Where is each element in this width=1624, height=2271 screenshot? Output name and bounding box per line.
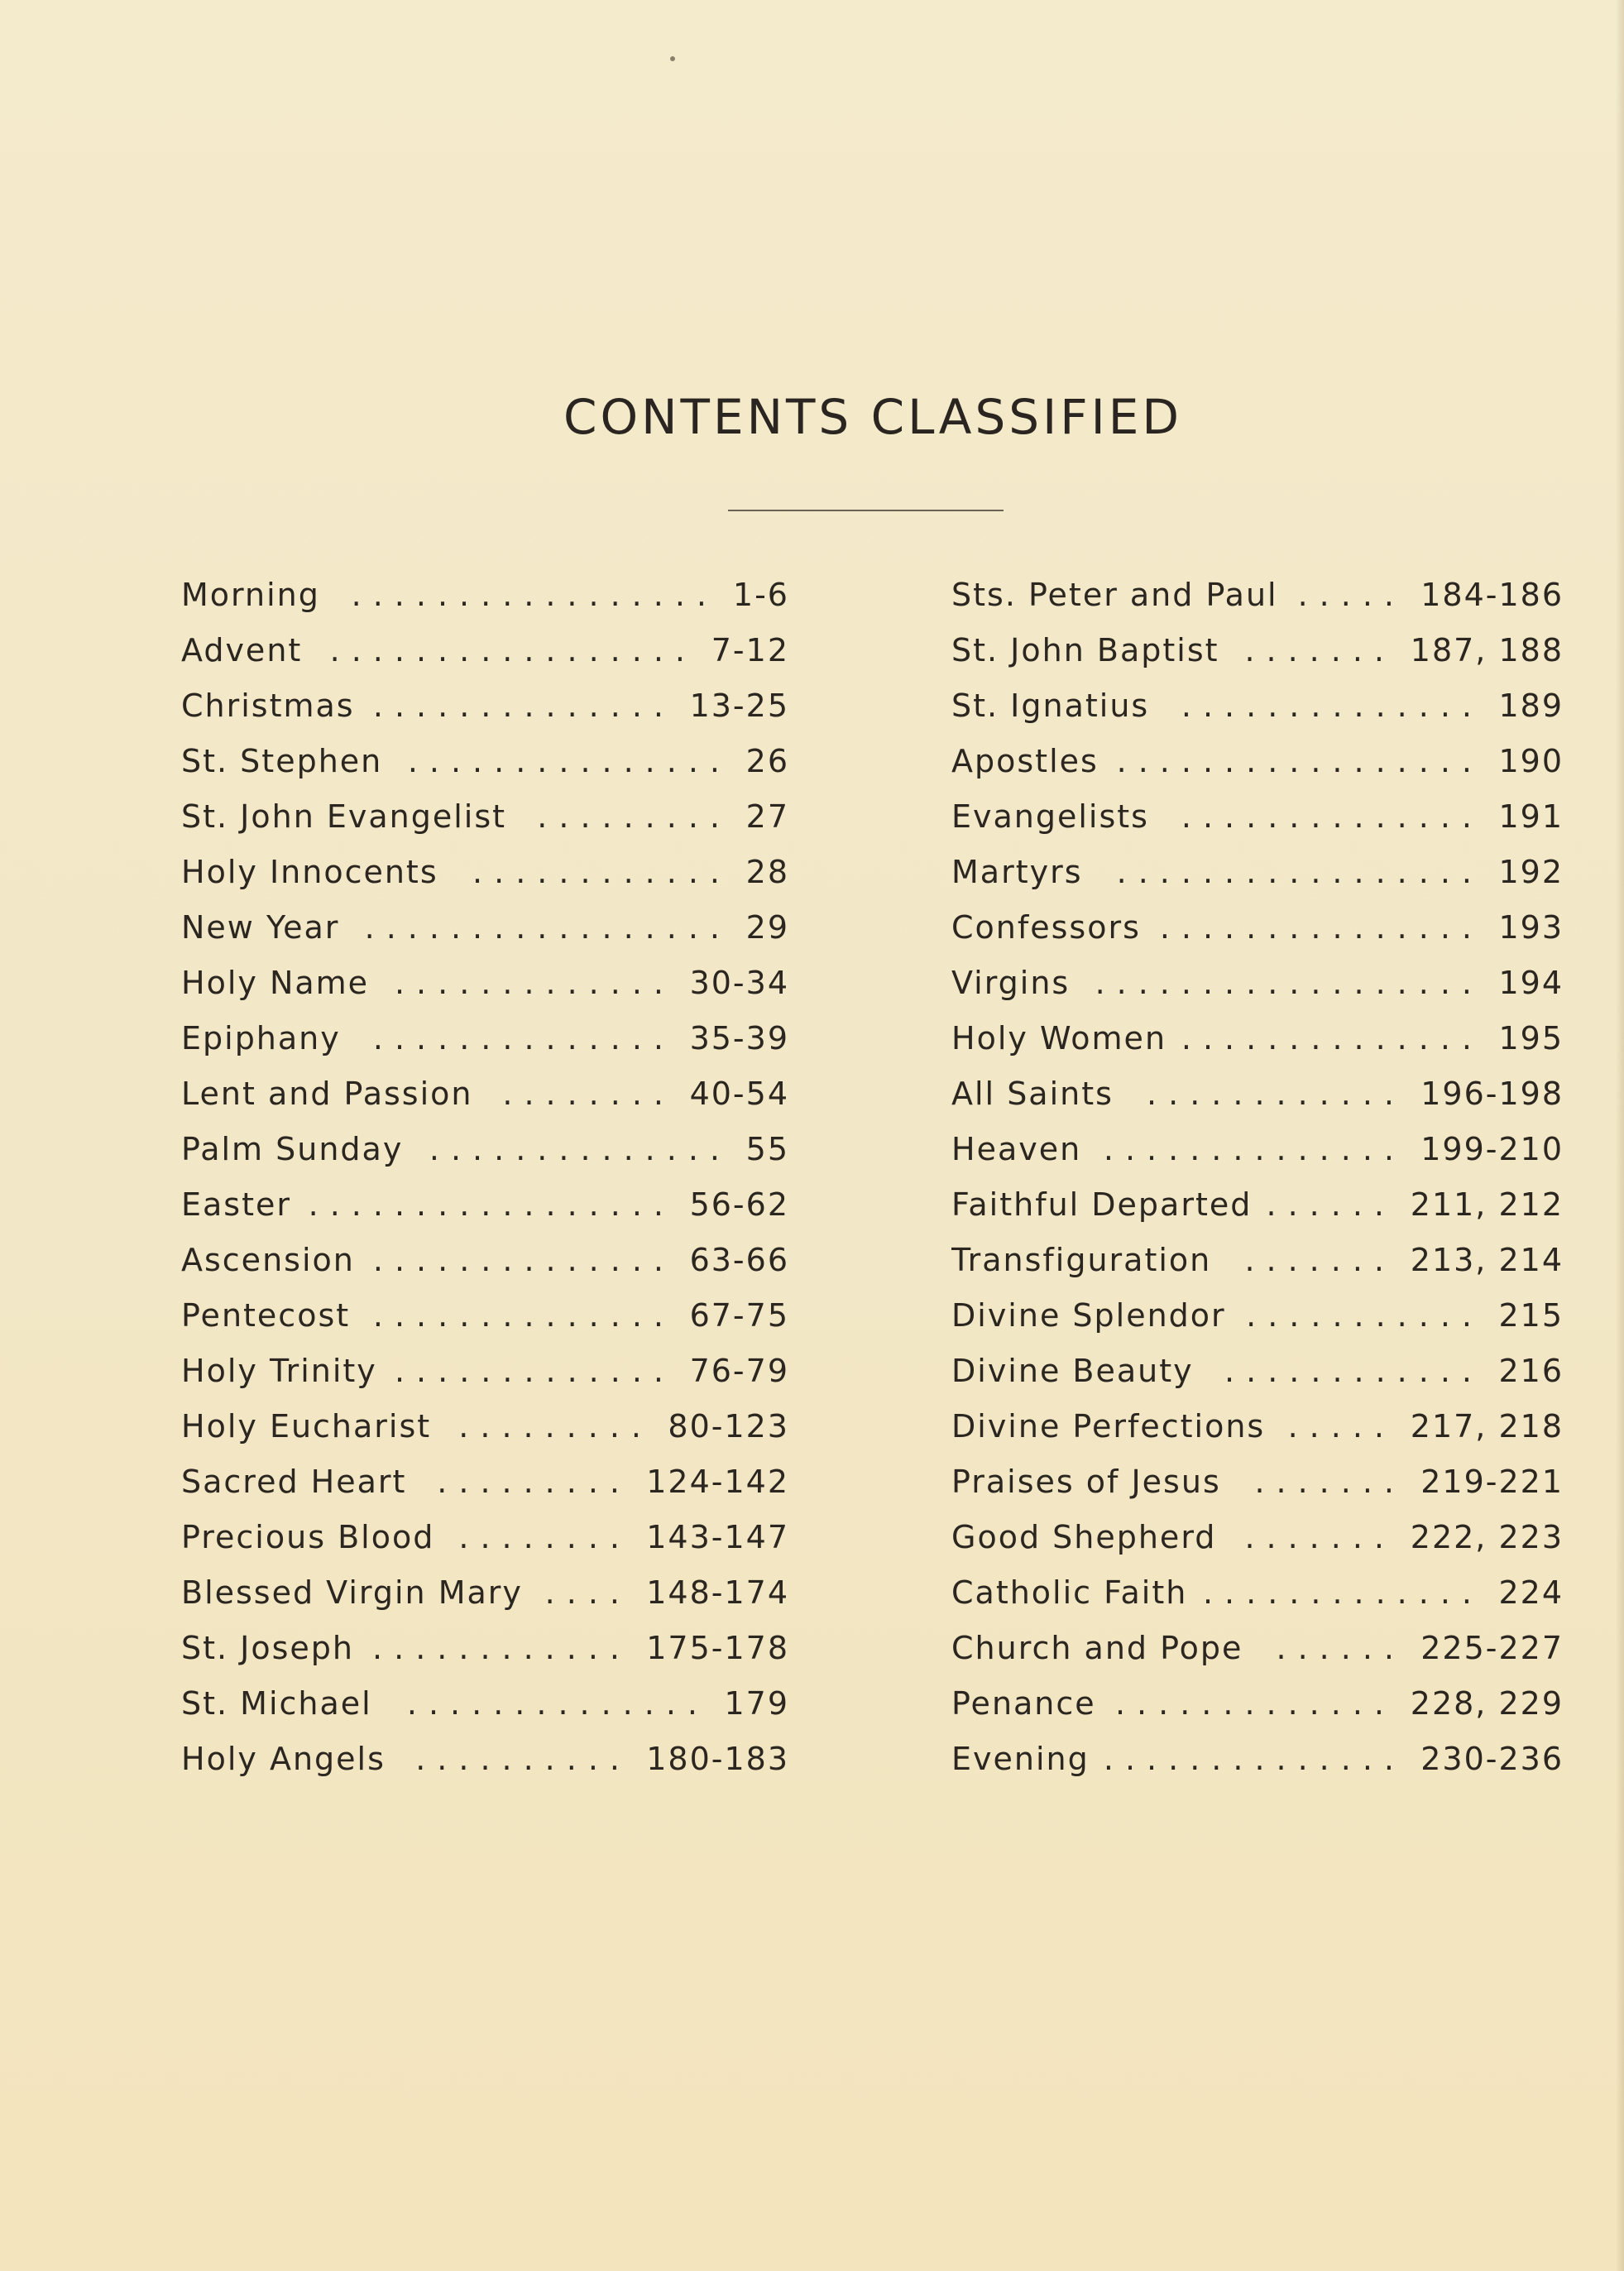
- contents-entry: [181, 1624, 789, 1679]
- dot-leader: ..............: [406, 1685, 709, 1722]
- page-title: CONTENTS CLASSIFIED: [563, 389, 1182, 445]
- entry-page-numbers: 184-186: [1420, 577, 1564, 613]
- contents-entry: [181, 848, 789, 903]
- dot-leader: ..............: [429, 1131, 731, 1167]
- entry-page-numbers: 40-54: [689, 1076, 789, 1112]
- entry-label: New Year: [181, 909, 340, 946]
- dot-leader: .................: [308, 1186, 675, 1223]
- entry-page-numbers: 143-147: [646, 1519, 789, 1555]
- contents-entry: [951, 737, 1564, 793]
- entry-label: Martyrs: [951, 854, 1083, 890]
- dot-leader: ..............: [372, 688, 675, 724]
- dot-leader: ..............: [1181, 688, 1483, 724]
- entry-page-numbers: 194: [1498, 965, 1564, 1001]
- entry-label: St. Ignatius: [951, 688, 1150, 724]
- entry-label: Blessed Virgin Mary: [181, 1574, 523, 1611]
- entry-page-numbers: 35-39: [689, 1020, 789, 1056]
- entry-label: Lent and Passion: [181, 1076, 473, 1112]
- dot-leader: .............: [394, 965, 675, 1001]
- contents-entry: [181, 737, 789, 793]
- dot-leader: .................: [351, 577, 718, 613]
- dot-leader: .................: [1116, 854, 1483, 890]
- entry-page-numbers: 26: [745, 743, 789, 779]
- dot-leader: .....: [1297, 577, 1406, 613]
- entry-label: Catholic Faith: [951, 1574, 1188, 1611]
- entry-label: St. Stephen: [181, 743, 383, 779]
- contents-entry: [181, 682, 789, 737]
- entry-page-numbers: 175-178: [646, 1630, 789, 1666]
- entry-page-numbers: 213, 214: [1410, 1242, 1564, 1278]
- entry-page-numbers: 28: [745, 854, 789, 890]
- entry-label: Divine Splendor: [951, 1297, 1226, 1334]
- entry-label: Sts. Peter and Paul: [951, 577, 1278, 613]
- entry-page-numbers: 7-12: [711, 632, 789, 668]
- entry-label: St. John Baptist: [951, 632, 1219, 668]
- dot-leader: .......: [1244, 632, 1396, 668]
- entry-label: Easter: [181, 1186, 291, 1223]
- contents-entry: [181, 571, 789, 626]
- entry-label: St. Joseph: [181, 1630, 355, 1666]
- dot-leader: .............: [394, 1353, 675, 1389]
- entry-page-numbers: 193: [1498, 909, 1564, 946]
- dot-leader: ............: [1224, 1353, 1483, 1389]
- entry-label: Divine Beauty: [951, 1353, 1194, 1389]
- entry-label: St. John Evangelist: [181, 798, 507, 835]
- dot-leader: ........: [458, 1519, 631, 1555]
- entry-page-numbers: 55: [745, 1131, 789, 1167]
- entry-label: Holy Name: [181, 965, 370, 1001]
- dot-leader: ..............: [1103, 1741, 1406, 1777]
- contents-entry: [951, 848, 1564, 903]
- dot-leader: ..................: [1095, 965, 1483, 1001]
- entry-page-numbers: 13-25: [689, 688, 789, 724]
- entry-label: Palm Sunday: [181, 1131, 404, 1167]
- dot-leader: .....: [1287, 1408, 1396, 1445]
- entry-page-numbers: 148-174: [646, 1574, 789, 1611]
- entry-page-numbers: 76-79: [689, 1353, 789, 1389]
- entry-page-numbers: 30-34: [689, 965, 789, 1001]
- contents-entry: [951, 682, 1564, 737]
- entry-page-numbers: 1-6: [732, 577, 789, 613]
- entry-label: Apostles: [951, 743, 1099, 779]
- entry-label: Praises of Jesus: [951, 1464, 1221, 1500]
- contents-right-column: [951, 571, 1564, 1790]
- entry-label: Evangelists: [951, 798, 1149, 835]
- page-edge-shadow: [1616, 0, 1624, 2271]
- contents-entry: [181, 1181, 789, 1236]
- contents-entry: [181, 1236, 789, 1291]
- contents-entry: [181, 626, 789, 682]
- contents-entry: [951, 1624, 1564, 1679]
- contents-entry: [951, 1291, 1564, 1347]
- entry-label: Penance: [951, 1685, 1096, 1722]
- entry-page-numbers: 192: [1498, 854, 1564, 890]
- contents-entry: [951, 571, 1564, 626]
- dot-leader: .........: [437, 1464, 631, 1500]
- contents-entry: [951, 1181, 1564, 1236]
- dot-leader: ...............: [1159, 909, 1483, 946]
- entry-page-numbers: 124-142: [646, 1464, 789, 1500]
- dot-leader: .................: [364, 909, 731, 946]
- contents-entry: [181, 1347, 789, 1402]
- dot-leader: .........: [537, 798, 731, 835]
- entry-label: Heaven: [951, 1131, 1082, 1167]
- dot-leader: ..............: [372, 1020, 675, 1056]
- contents-entry: [951, 793, 1564, 848]
- entry-page-numbers: 215: [1498, 1297, 1564, 1334]
- entry-label: Evening: [951, 1741, 1090, 1777]
- entry-page-numbers: 190: [1498, 743, 1564, 779]
- entry-page-numbers: 222, 223: [1410, 1519, 1564, 1555]
- dot-leader: .......: [1244, 1242, 1396, 1278]
- dot-leader: .......: [1244, 1519, 1396, 1555]
- contents-entry: [951, 1070, 1564, 1125]
- dot-leader: ......: [1266, 1186, 1396, 1223]
- entry-page-numbers: 228, 229: [1410, 1685, 1564, 1722]
- dot-leader: .........: [458, 1408, 653, 1445]
- entry-page-numbers: 179: [724, 1685, 789, 1722]
- entry-page-numbers: 199-210: [1420, 1131, 1564, 1167]
- dot-leader: ...............: [407, 743, 731, 779]
- contents-entry: [181, 1402, 789, 1458]
- entry-page-numbers: 225-227: [1420, 1630, 1564, 1666]
- dot-leader: ..............: [1181, 1020, 1483, 1056]
- entry-page-numbers: 189: [1498, 688, 1564, 724]
- dot-leader: ............: [1147, 1076, 1406, 1112]
- entry-label: Virgins: [951, 965, 1071, 1001]
- contents-entry: [951, 1735, 1564, 1790]
- contents-entry: [951, 626, 1564, 682]
- entry-page-numbers: 211, 212: [1410, 1186, 1564, 1223]
- entry-page-numbers: 29: [745, 909, 789, 946]
- entry-page-numbers: 80-123: [668, 1408, 789, 1445]
- dot-leader: ..............: [1181, 798, 1483, 835]
- dot-leader: .................: [1116, 743, 1483, 779]
- contents-entry: [181, 1014, 789, 1070]
- contents-entry: [181, 1125, 789, 1181]
- entry-label: Good Shepherd: [951, 1519, 1217, 1555]
- contents-entry: [181, 903, 789, 959]
- dot-leader: ..............: [372, 1297, 675, 1334]
- contents-entry: [951, 1125, 1564, 1181]
- entry-page-numbers: 224: [1498, 1574, 1564, 1611]
- entry-label: Holy Angels: [181, 1741, 386, 1777]
- contents-entry: [181, 1735, 789, 1790]
- entry-label: Faithful Departed: [951, 1186, 1253, 1223]
- entry-page-numbers: 230-236: [1420, 1741, 1564, 1777]
- entry-label: Holy Women: [951, 1020, 1167, 1056]
- contents-entry: [181, 959, 789, 1014]
- entry-page-numbers: 195: [1498, 1020, 1564, 1056]
- entry-label: Epiphany: [181, 1020, 341, 1056]
- entry-label: Transfiguration: [951, 1242, 1212, 1278]
- entry-label: Holy Innocents: [181, 854, 438, 890]
- dot-leader: ..............: [1103, 1131, 1406, 1167]
- contents-entry: [181, 1569, 789, 1624]
- entry-label: Church and Pope: [951, 1630, 1243, 1666]
- contents-entry: [181, 1458, 789, 1513]
- dot-leader: ............: [472, 854, 731, 890]
- contents-entry: [951, 959, 1564, 1014]
- contents-entry: [951, 1458, 1564, 1513]
- contents-entry: [951, 1347, 1564, 1402]
- contents-entry: [181, 1679, 789, 1735]
- contents-entry: [951, 1236, 1564, 1291]
- dot-leader: ............: [372, 1630, 631, 1666]
- entry-label: Ascension: [181, 1242, 355, 1278]
- entry-page-numbers: 217, 218: [1410, 1408, 1564, 1445]
- dot-leader: ..........: [415, 1741, 631, 1777]
- contents-entry: [951, 1679, 1564, 1735]
- contents-entry: [951, 1014, 1564, 1070]
- entry-page-numbers: 180-183: [646, 1741, 789, 1777]
- entry-label: Pentecost: [181, 1297, 351, 1334]
- dot-leader: ..............: [372, 1242, 675, 1278]
- entry-label: Holy Eucharist: [181, 1408, 432, 1445]
- entry-label: Christmas: [181, 688, 355, 724]
- entry-label: Divine Perfections: [951, 1408, 1266, 1445]
- entry-label: All Saints: [951, 1076, 1114, 1112]
- contents-entry: [951, 903, 1564, 959]
- entry-page-numbers: 191: [1498, 798, 1564, 835]
- entry-label: Precious Blood: [181, 1519, 435, 1555]
- paper-speck: [670, 56, 675, 61]
- entry-label: St. Michael: [181, 1685, 372, 1722]
- dot-leader: ......: [1276, 1630, 1406, 1666]
- entry-label: Morning: [181, 577, 320, 613]
- entry-page-numbers: 67-75: [689, 1297, 789, 1334]
- entry-page-numbers: 219-221: [1420, 1464, 1564, 1500]
- contents-entry: [951, 1569, 1564, 1624]
- contents-entry: [181, 1070, 789, 1125]
- contents-entry: [951, 1513, 1564, 1569]
- contents-left-column: [181, 571, 789, 1790]
- dot-leader: .............: [1202, 1574, 1483, 1611]
- entry-page-numbers: 187, 188: [1410, 632, 1564, 668]
- dot-leader: .................: [329, 632, 697, 668]
- entry-page-numbers: 27: [745, 798, 789, 835]
- contents-entry: [181, 1513, 789, 1569]
- title-rule: [728, 510, 1004, 511]
- dot-leader: .............: [1114, 1685, 1396, 1722]
- entry-page-numbers: 63-66: [689, 1242, 789, 1278]
- dot-leader: .......: [1254, 1464, 1406, 1500]
- entry-label: Advent: [181, 632, 303, 668]
- entry-page-numbers: 196-198: [1420, 1076, 1564, 1112]
- dot-leader: ...........: [1246, 1297, 1483, 1334]
- entry-label: Sacred Heart: [181, 1464, 407, 1500]
- dot-leader: ........: [502, 1076, 675, 1112]
- contents-entry: [181, 1291, 789, 1347]
- contents-entry: [181, 793, 789, 848]
- dot-leader: ....: [544, 1574, 631, 1611]
- entry-page-numbers: 216: [1498, 1353, 1564, 1389]
- entry-label: Confessors: [951, 909, 1141, 946]
- entry-label: Holy Trinity: [181, 1353, 377, 1389]
- entry-page-numbers: 56-62: [689, 1186, 789, 1223]
- contents-entry: [951, 1402, 1564, 1458]
